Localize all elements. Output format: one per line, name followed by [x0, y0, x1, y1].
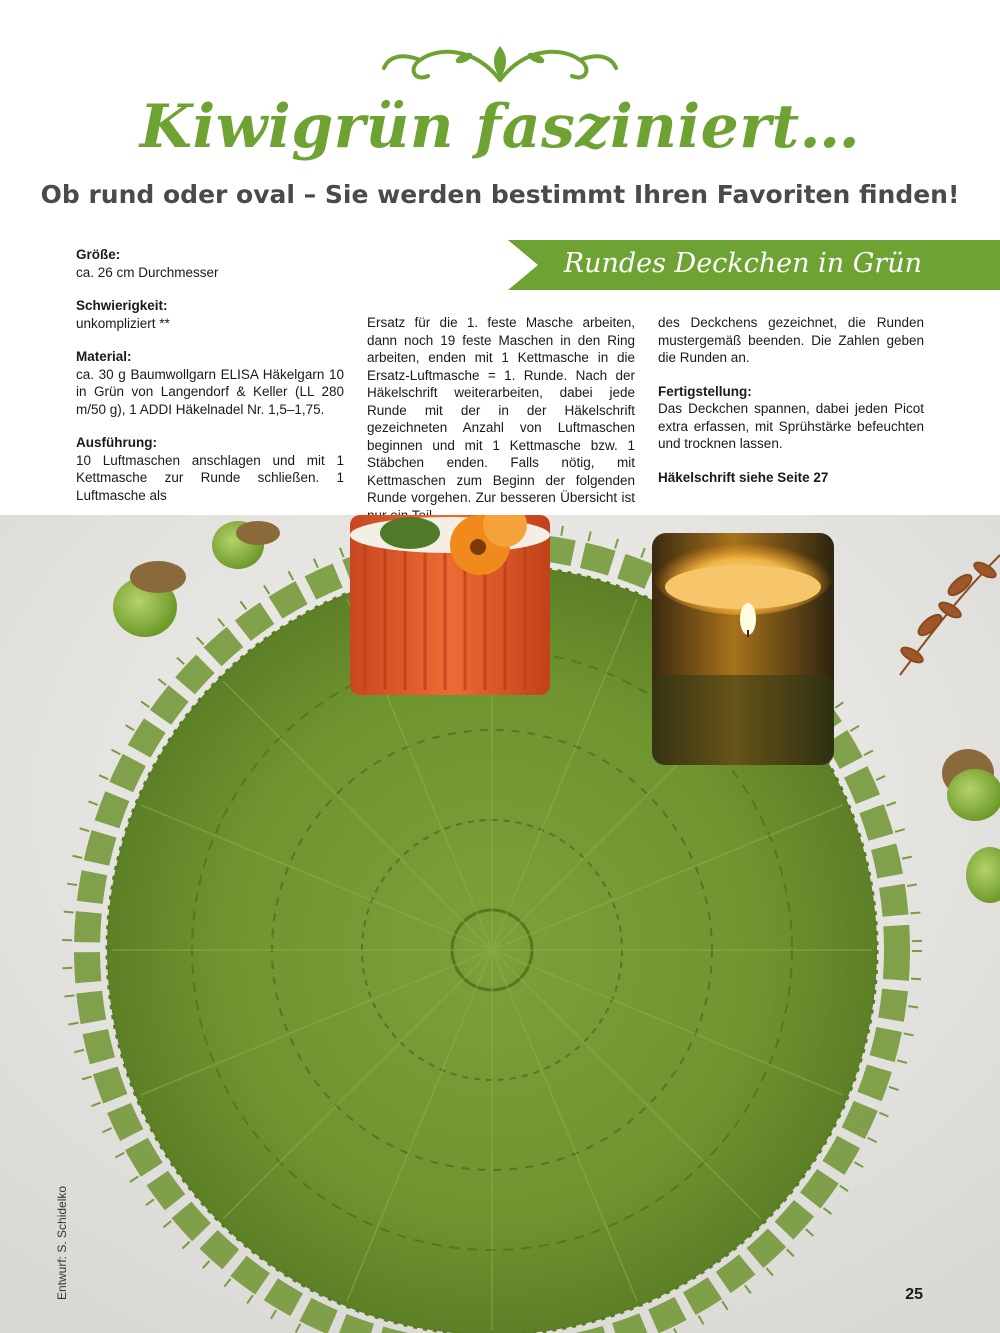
chart-reference [658, 469, 924, 487]
difficulty-text: unkompliziert ** [76, 315, 170, 331]
finishing-text: Das Deckchen spannen, dabei jeden Picot extra erfassen, mit Sprühstärke befeuchten und trocknen lassen. [658, 401, 924, 451]
candle-glass [652, 533, 834, 765]
instructions-text-part-3: des Deckchens gezeichnet, die Runden mustergemäß beenden. Die Zahlen geben die Runden an. [658, 315, 924, 365]
material-text: ca. 30 g Baumwollgarn ELISA Häkelgarn 10 in Grün von Langendorf & Keller (LL 280 m/50 g), 1 ADDI Häkelnadel Nr. 1,5–1,75. [76, 366, 344, 417]
instructions-section [76, 434, 344, 504]
decorative-ornament [380, 38, 620, 88]
instructions-text-part-2: Ersatz für die 1. feste Masche arbeiten, dann noch 19 feste Maschen in den Ring arbeiten, enden mit 1 Kettmasche in die Ersatz-Luftmasche = 1. Runde. Nach der Häkelschrift weiterarbeiten, dabei jede Runde mit der in der Häkelschrift gezeichneten Anzahl von Luftmaschen beginnen und mit 1 Kettmasche bzw. 1 Stäbchen enden. Falls nötig, mit Kettmaschen zum Beginn der folgenden Runde vorgehen. Zur besseren Übersicht ist [367, 315, 635, 505]
section-banner [508, 240, 1000, 290]
difficulty-heading: Schwierigkeit: [76, 298, 168, 313]
material-heading: Material: [76, 349, 132, 364]
chart-reference-text: Häkelschrift siehe Seite 27 [658, 469, 829, 485]
instructions-continuation [658, 314, 924, 367]
text-column-1 [76, 246, 344, 520]
size-section [76, 246, 344, 281]
page-subtitle: Ob rund oder oval – Sie werden bestimmt Ihren Favoriten finden! [40, 180, 960, 209]
instructions-text-part-1: 10 Luftmaschen anschlagen und mit 1 Kettmasche zur Runde schließen. 1 Luftmasche als [76, 452, 344, 503]
instructions-heading: Ausführung: [76, 435, 157, 450]
page-title: Kiwigrün fasziniert… [139, 92, 861, 162]
size-text: ca. 26 cm Durchmesser [76, 264, 219, 280]
section-banner-title: Rundes Deckchen in Grün [563, 248, 922, 279]
finishing-section [658, 383, 924, 453]
doily-photo [0, 515, 1000, 1333]
design-credit: Entwurf: S. Schidelko [55, 1185, 69, 1300]
size-heading: Größe: [76, 247, 121, 262]
page-number: 25 [905, 1286, 923, 1303]
flower-pot [350, 515, 550, 695]
text-column-3 [658, 314, 924, 502]
finishing-heading: Fertigstellung: [658, 383, 752, 399]
text-column-2 [367, 314, 635, 524]
difficulty-section [76, 297, 344, 332]
material-section [76, 348, 344, 418]
